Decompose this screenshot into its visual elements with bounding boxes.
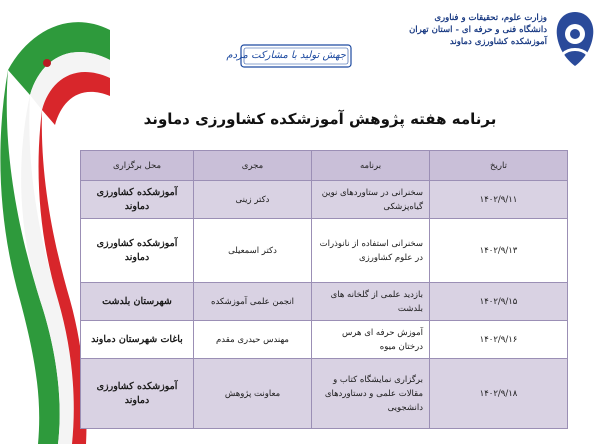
column-header-executor: مجری <box>194 151 312 181</box>
slogan-banner-text: جهش تولید با مشارکت مردم <box>226 50 346 61</box>
cell-executor: معاونت پژوهش <box>194 359 312 429</box>
cell-date: ۱۴۰۲/۹/۱۱ <box>430 181 568 219</box>
cell-executor: مهندس حیدری مقدم <box>194 321 312 359</box>
ministry-line-1: وزارت علوم، تحقیقات و فناوری <box>434 13 547 23</box>
flag-ribbon-decoration <box>0 0 90 444</box>
cell-program: بازدید علمی از گلخانه های بلدشت <box>312 283 430 321</box>
cell-date: ۱۴۰۲/۹/۱۳ <box>430 219 568 283</box>
column-header-location: محل برگزاری <box>81 151 194 181</box>
cell-location: آموزشکده کشاورزی دماوند <box>81 359 194 429</box>
table-row <box>81 219 568 283</box>
cell-program: سخنرانی در ستاوردهای نوین گیاه‌پزشکی <box>312 181 430 219</box>
table-row <box>81 181 568 219</box>
cell-date: ۱۴۰۲/۹/۱۶ <box>430 321 568 359</box>
university-logo-icon <box>553 10 597 68</box>
cell-location: باغات شهرستان دماوند <box>81 321 194 359</box>
ministry-header <box>397 12 547 49</box>
cell-program: برگزاری نمایشگاه کتاب و مقالات علمی و دستاوردهای دانشجویی <box>312 359 430 429</box>
table-row <box>81 283 568 321</box>
cell-program: آموزش حرفه ای هرس درختان میوه <box>312 321 430 359</box>
column-header-program: برنامه <box>312 151 430 181</box>
page-title: برنامه هفته پژوهش آموزشکده کشاورزی دماوند <box>143 110 497 128</box>
cell-date: ۱۴۰۲/۹/۱۸ <box>430 359 568 429</box>
table-row <box>81 359 568 429</box>
cell-executor: دکتر اسمعیلی <box>194 219 312 283</box>
cell-date: ۱۴۰۲/۹/۱۵ <box>430 283 568 321</box>
cell-executor: دکتر زینی <box>194 181 312 219</box>
cell-location: شهرستان بلدشت <box>81 283 194 321</box>
ministry-line-2: دانشگاه فنی و حرفه ای - استان تهران <box>409 25 547 35</box>
ministry-line-3: آموزشکده کشاورزی دماوند <box>449 37 547 47</box>
column-header-date: تاریخ <box>430 151 568 181</box>
cell-location: آموزشکده کشاورزی دماوند <box>81 219 194 283</box>
cell-program: سخنرانی استفاده از نانوذرات در علوم کشاورزی <box>312 219 430 283</box>
research-week-schedule-table <box>80 150 568 429</box>
cell-location: آموزشکده کشاورزی دماوند <box>81 181 194 219</box>
cell-executor: انجمن علمی آموزشکده <box>194 283 312 321</box>
table-row <box>81 321 568 359</box>
table-header-row <box>81 151 568 181</box>
